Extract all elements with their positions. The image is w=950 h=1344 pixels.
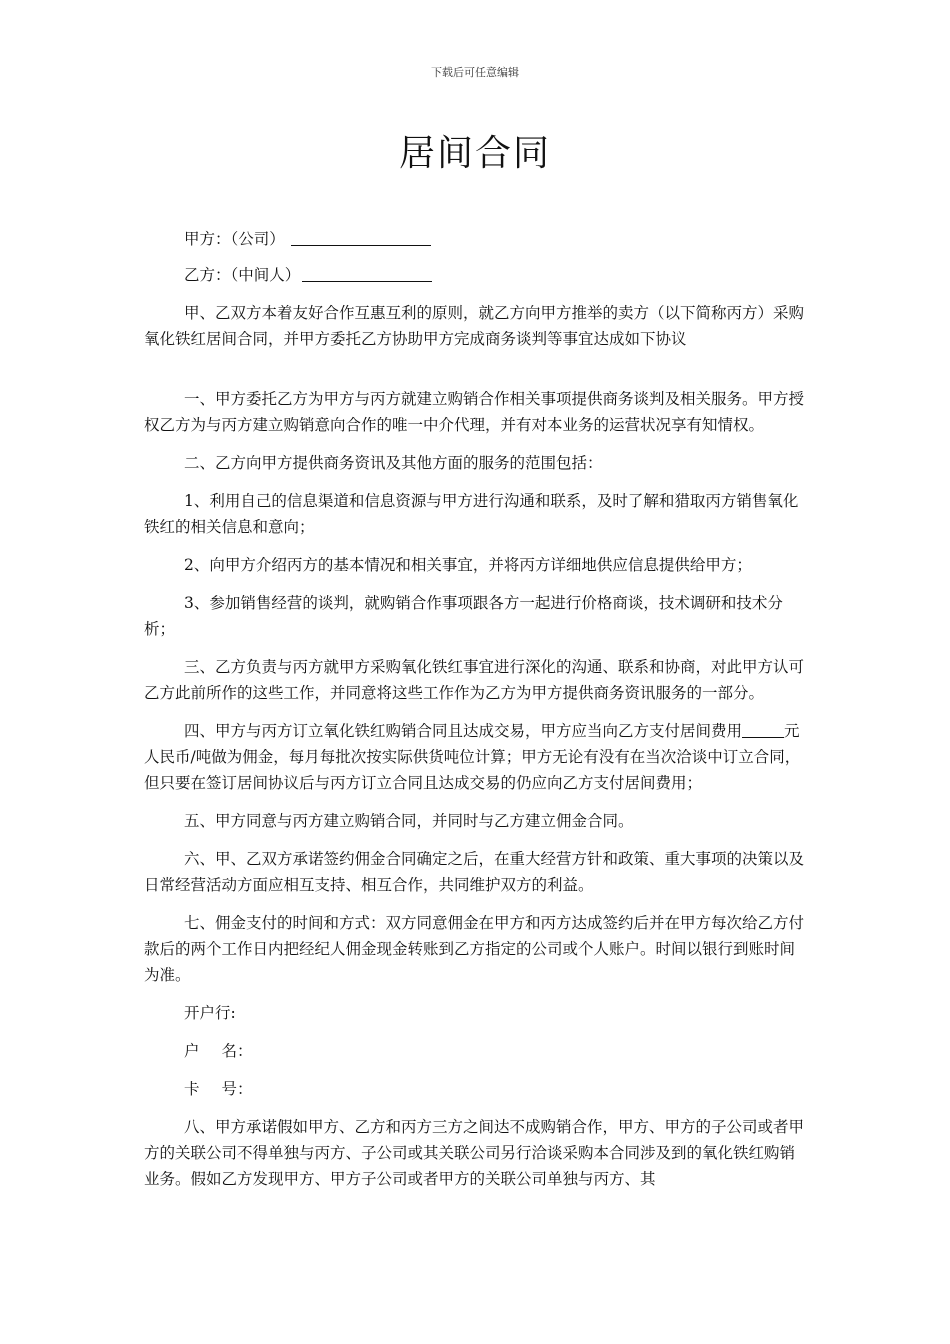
commission-fee-blank: [742, 721, 784, 738]
clause-2-item-1: 1、利用自己的信息渠道和信息资源与甲方进行沟通和联系，及时了解和猎取丙方销售氧化铁红的相关信息和意向；: [144, 492, 799, 536]
party-b-line: [144, 262, 808, 288]
contract-body: [144, 226, 808, 1192]
clause-2-item-3: 3、参加销售经营的谈判，就购销合作事项跟各方一起进行价格商谈，技术调研和技术分析；: [144, 594, 783, 638]
party-a-line: [144, 226, 808, 252]
card-number-char-2: 号：: [221, 1080, 253, 1098]
page-header-note: 下载后可任意编辑: [431, 66, 519, 79]
clause-8: 八、甲方承诺假如甲方、乙方和丙方三方之间达不成购销合作，甲方、甲方的子公司或者甲方的关联公司不得单独与丙方、子公司或其关联公司另行洽谈采购本合同涉及到的氧化铁红购销业务。假如乙方发现甲方、甲方子公司或者甲方的关联公司单独与丙方、其: [144, 1118, 805, 1188]
party-b-label: 乙方：（中间人）: [184, 266, 301, 284]
account-name-char-2: 名：: [221, 1042, 253, 1060]
account-name-char-1: 户: [184, 1042, 222, 1060]
card-number-line: [144, 1076, 808, 1102]
clause-4-part-b: 元人民币/吨做为佣金，每月每批次按实际供货吨位计算；甲方无论有没有在当次洽谈中订立合同，但只要在签订居间协议后与丙方订立合同且达成交易的仍应向乙方支付居间费用；: [144, 722, 801, 792]
clause-5: 五、甲方同意与丙方建立购销合同，并同时与乙方建立佣金合同。: [184, 812, 634, 830]
party-a-blank: [291, 229, 431, 246]
page-title: 居间合同: [398, 133, 551, 174]
clause-1: 一、甲方委托乙方为甲方与丙方就建立购销合作相关事项提供商务谈判及相关服务。甲方授权乙方为与丙方建立购销意向合作的唯一中介代理，并有对本业务的运营状况享有知情权。: [144, 390, 805, 434]
clause-4: [144, 718, 808, 796]
account-name-line: [144, 1038, 808, 1064]
clause-3: 三、乙方负责与丙方就甲方采购氧化铁红事宜进行深化的沟通、联系和协商，对此甲方认可乙方此前所作的这些工作，并同意将这些工作作为乙方为甲方提供商务资讯服务的一部分。: [144, 658, 805, 702]
clause-7: 七、佣金支付的时间和方式：双方同意佣金在甲方和丙方达成签约后并在甲方每次给乙方付款后的两个工作日内把经纪人佣金现金转账到乙方指定的公司或个人账户。时间以银行到账时间为准。: [144, 914, 805, 984]
clause-6: 六、甲、乙双方承诺签约佣金合同确定之后，在重大经营方针和政策、重大事项的决策以及日常经营活动方面应相互支持、相互合作，共同维护双方的利益。: [144, 850, 805, 894]
bank-label: 开户行:: [184, 1004, 236, 1022]
party-b-blank: [302, 265, 432, 282]
clause-2-item-2: 2、向甲方介绍丙方的基本情况和相关事宜，并将丙方详细地供应信息提供给甲方；: [184, 556, 752, 574]
clause-2: 二、乙方向甲方提供商务资讯及其他方面的服务的范围包括：: [184, 454, 603, 472]
bank-line: [144, 1000, 808, 1026]
intro-paragraph: 甲、乙双方本着友好合作互惠互利的原则，就乙方向甲方推举的卖方（以下简称丙方）采购氧化铁红居间合同，并甲方委托乙方协助甲方完成商务谈判等事宜达成如下协议: [144, 304, 805, 348]
party-a-label: 甲方：（公司）: [184, 230, 285, 248]
clause-4-part-a: 四、甲方与丙方订立氧化铁红购销合同且达成交易，甲方应当向乙方支付居间费用: [184, 722, 743, 740]
card-number-char-1: 卡: [184, 1080, 222, 1098]
